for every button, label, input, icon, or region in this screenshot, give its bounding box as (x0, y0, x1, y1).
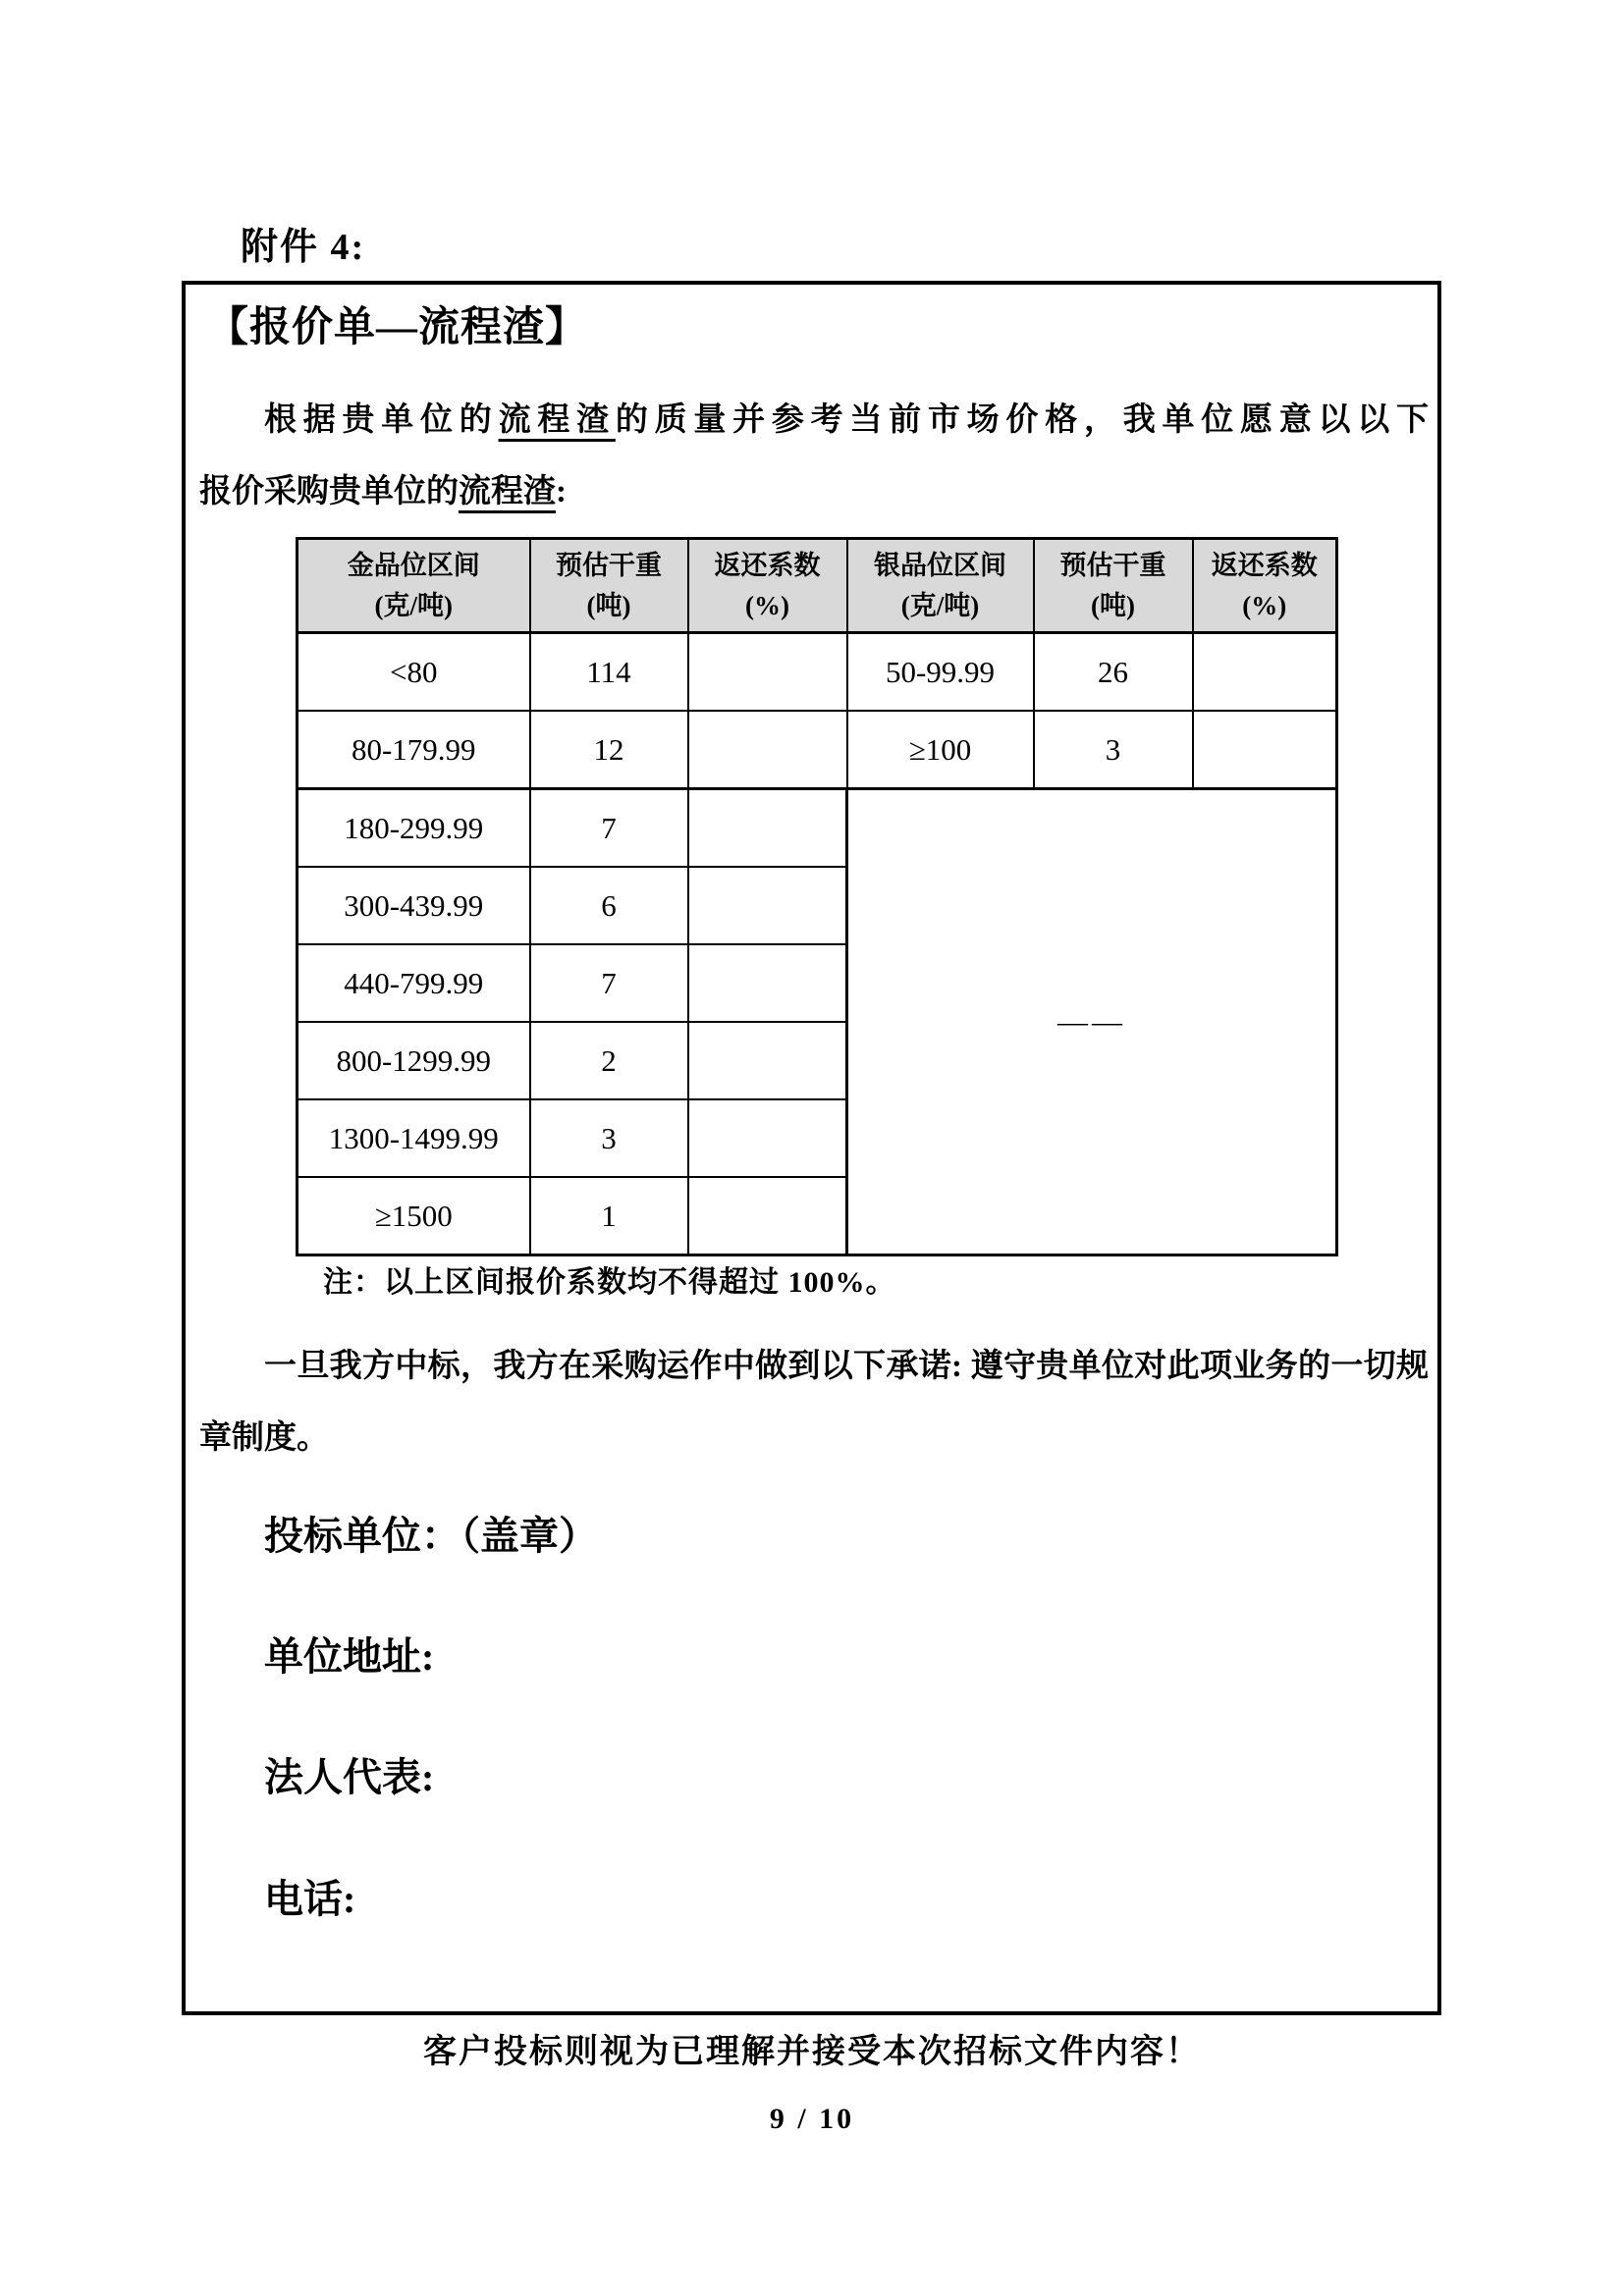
intro-paragraph (199, 385, 1429, 528)
column-header-silver-grade (847, 539, 1034, 633)
column-header-silver-weight (1034, 539, 1193, 633)
gold-weight-cell: 6 (530, 867, 688, 944)
silver-grade-cell: ≥100 (847, 711, 1034, 789)
gold-grade-cell: ≥1500 (298, 1177, 530, 1255)
gold-coefficient-cell (688, 633, 847, 712)
bidder-label: 投标单位：（盖章） (264, 1514, 598, 1558)
gold-grade-cell: 800-1299.99 (298, 1022, 530, 1099)
address-label: 单位地址: (264, 1634, 435, 1679)
silver-weight-cell: 3 (1034, 711, 1193, 789)
column-header-gold-grade (298, 539, 530, 633)
gold-grade-cell: 180-299.99 (298, 789, 530, 868)
gold-grade-cell: 440-799.99 (298, 944, 530, 1022)
underlined-term: 流程渣 (498, 402, 616, 438)
gold-weight-cell: 2 (530, 1022, 688, 1099)
gold-grade-cell: 80-179.99 (298, 711, 530, 789)
gold-grade-cell: 1300-1499.99 (298, 1099, 530, 1177)
table-header-row (298, 539, 1337, 633)
gold-coefficient-cell (688, 867, 847, 944)
header-title: 返还系数 (1211, 551, 1318, 580)
intro-text: 的质量并参考当前市场价格，我单位愿意以以下 (615, 402, 1430, 438)
column-header-gold-weight (530, 539, 688, 633)
footer-note: 客户投标则视为已理解并接受本次招标文件内容！ (423, 2034, 1201, 2070)
legal-rep-label: 法人代表: (264, 1755, 435, 1799)
quotation-table (296, 537, 1338, 1256)
gold-weight-cell: 7 (530, 789, 688, 868)
gold-weight-cell: 1 (530, 1177, 688, 1255)
gold-weight-cell: 3 (530, 1099, 688, 1177)
silver-grade-cell: 50-99.99 (847, 633, 1034, 712)
header-title: 预估干重 (1059, 551, 1166, 580)
gold-weight-cell: 12 (530, 711, 688, 789)
gold-coefficient-cell (688, 1177, 847, 1255)
header-title: 返还系数 (714, 551, 821, 580)
intro-line-2 (199, 456, 1429, 528)
attachment-label: 附件 4: (241, 227, 366, 268)
commitment-line-2: 章制度。 (199, 1420, 329, 1456)
table-note: 注：以上区间报价系数均不得超过 100%。 (323, 1266, 896, 1299)
table-row (298, 789, 1337, 868)
intro-line-1 (199, 385, 1429, 456)
header-unit: (%) (1242, 590, 1287, 620)
quotation-title: 【报价单—流程渣】 (207, 305, 588, 350)
quotation-box (182, 281, 1441, 2015)
intro-text: 根据贵单位的 (264, 402, 499, 438)
header-title: 银品位区间 (874, 551, 1006, 580)
column-header-gold-coefficient (688, 539, 847, 633)
header-unit: (吨) (586, 590, 631, 620)
gold-coefficient-cell (688, 789, 847, 868)
header-title: 金品位区间 (347, 551, 480, 580)
gold-coefficient-cell (688, 1022, 847, 1099)
header-title: 预估干重 (556, 551, 662, 580)
silver-coefficient-cell (1193, 633, 1337, 712)
header-unit: (克/吨) (900, 590, 980, 620)
gold-weight-cell: 114 (530, 633, 688, 712)
header-unit: (%) (745, 590, 789, 620)
intro-text: 报价采购贵单位的 (199, 474, 459, 509)
table-row (298, 633, 1337, 712)
underlined-term: 流程渣 (459, 474, 556, 509)
gold-coefficient-cell (688, 944, 847, 1022)
silver-weight-cell: 26 (1034, 633, 1193, 712)
gold-coefficient-cell (688, 1099, 847, 1177)
silver-coefficient-cell (1193, 711, 1337, 789)
gold-grade-cell: 300-439.99 (298, 867, 530, 944)
header-unit: (克/吨) (374, 590, 453, 620)
header-unit: (吨) (1091, 590, 1135, 620)
commitment-paragraph (199, 1331, 1429, 1474)
page-number: 9 / 10 (769, 2103, 855, 2135)
gold-grade-cell: <80 (298, 633, 530, 712)
intro-text: : (556, 474, 567, 509)
phone-label: 电话: (264, 1877, 356, 1921)
merged-placeholder-cell: —— (847, 789, 1337, 1255)
column-header-silver-coefficient (1193, 539, 1337, 633)
table-row (298, 711, 1337, 789)
gold-coefficient-cell (688, 711, 847, 789)
commitment-line-1: 一旦我方中标，我方在采购运作中做到以下承诺: 遵守贵单位对此项业务的一切规 (264, 1349, 1429, 1384)
gold-weight-cell: 7 (530, 944, 688, 1022)
